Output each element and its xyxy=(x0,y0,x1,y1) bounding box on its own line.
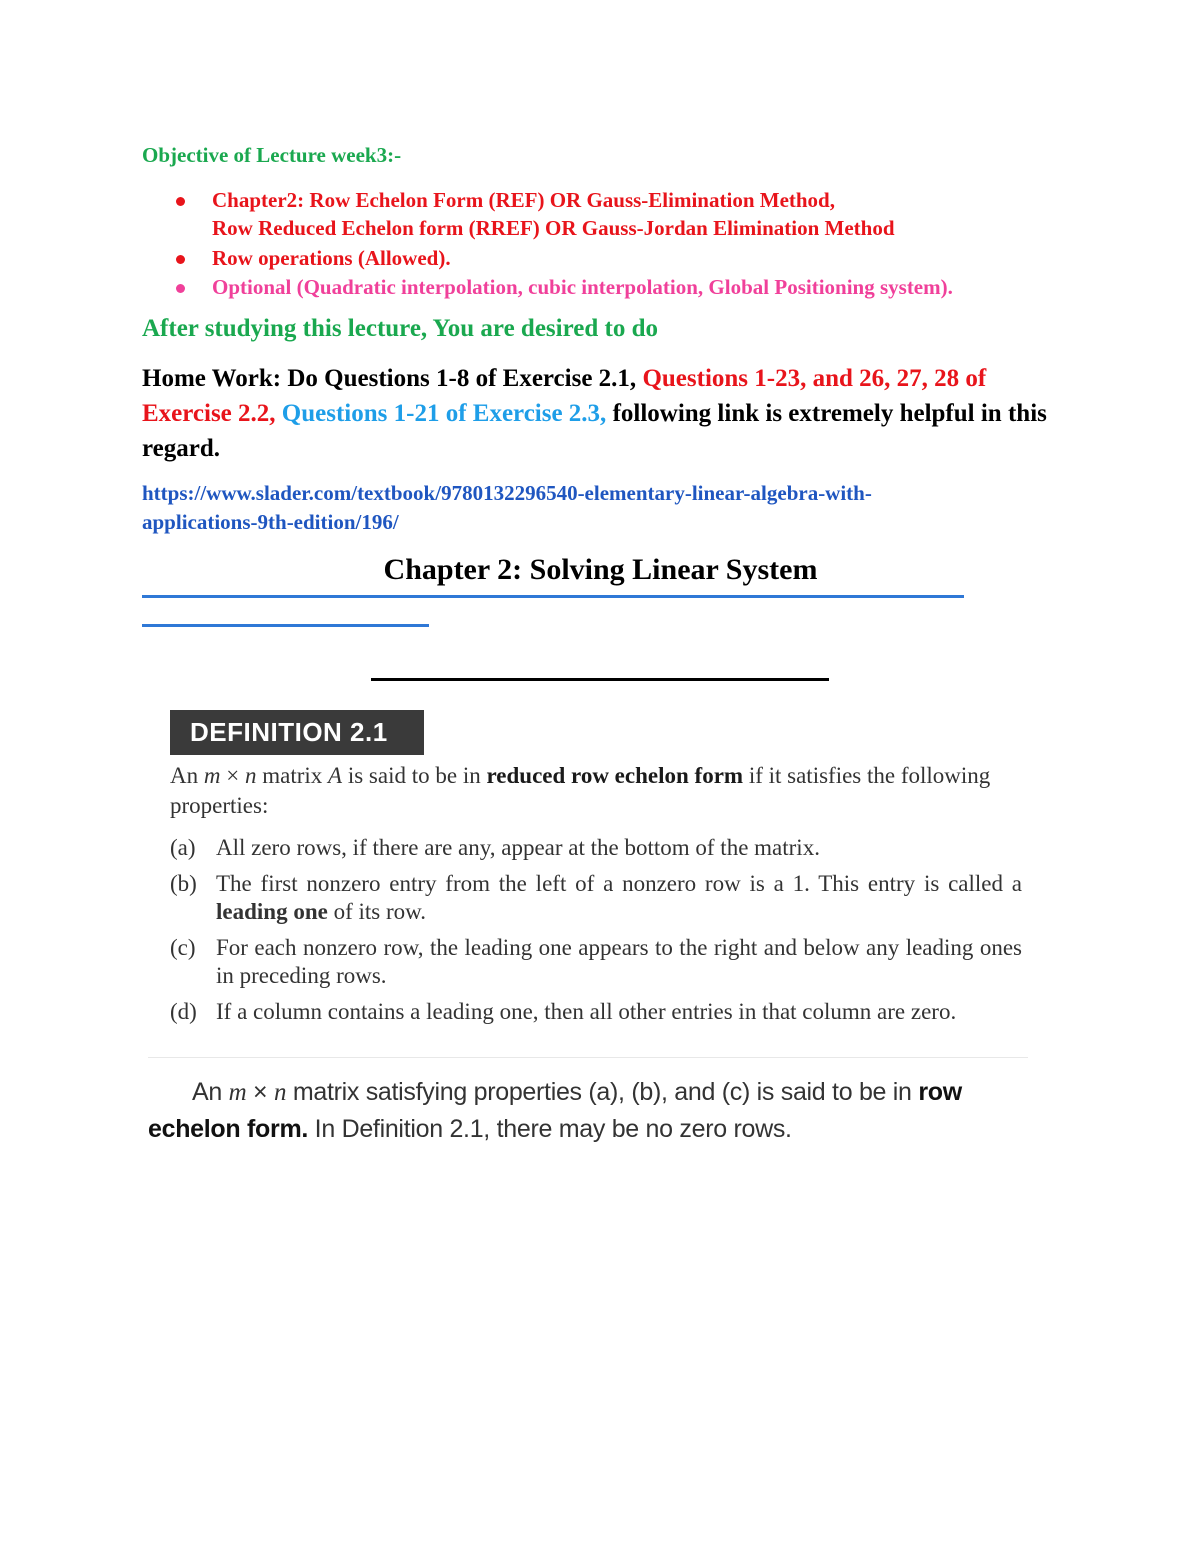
divider xyxy=(148,1057,1028,1058)
row-echelon-note: An m × n matrix satisfying properties (a), (b), and (c) is said to be in row echelon form. In Definition 2.1, there may be no zero rows. xyxy=(148,1078,962,1143)
divider xyxy=(371,678,829,681)
divider xyxy=(142,624,429,627)
after-study-heading: After studying this lecture, You are desired to do xyxy=(142,315,658,342)
list-item xyxy=(172,273,953,301)
bullet-icon xyxy=(176,284,185,293)
list-item: (a) All zero rows, if there are any, appear at the bottom of the matrix. xyxy=(170,835,820,860)
definition-properties xyxy=(170,834,1022,1034)
list-item xyxy=(172,244,953,272)
list-item: (c) For each nonzero row, the leading one appears to the right and below any leading ones in preceding rows. xyxy=(170,935,1022,988)
objective-list xyxy=(172,186,953,301)
definition-label: DEFINITION 2.1 xyxy=(170,710,424,755)
list-item xyxy=(172,186,953,242)
bullet-icon xyxy=(176,255,185,264)
bullet-text: Optional (Quadratic interpolation, cubic interpolation, Global Positioning system). xyxy=(212,275,953,299)
list-item: (d) If a column contains a leading one, then all other entries in that column are zero. xyxy=(170,999,957,1024)
homework-text: Home Work: Do Questions 1-8 of Exercise 2.1, xyxy=(142,365,643,392)
divider xyxy=(142,595,964,598)
homework-text-blue: Questions 1-21 of Exercise 2.3, xyxy=(281,400,613,427)
objective-title: Objective of Lecture week3:- xyxy=(142,143,402,167)
bullet-text: Chapter2: Row Echelon Form (REF) OR Gauss-Elimination Method, xyxy=(212,188,835,212)
list-item: (b) The first nonzero entry from the left of a nonzero row is a 1. This entry is called a leading one of its row. xyxy=(170,871,1022,924)
chapter-title: Chapter 2: Solving Linear System xyxy=(383,553,818,586)
bullet-text: Row Reduced Echelon form (RREF) OR Gauss-Jordan Elimination Method xyxy=(212,216,895,240)
link-line[interactable]: applications-9th-edition/196/ xyxy=(142,510,399,534)
bullet-text: Row operations (Allowed). xyxy=(212,246,451,270)
bullet-icon xyxy=(176,197,185,206)
homework-text-red: Questions 1-23, and 26, 27, 28 of Exercise 2.2, xyxy=(142,365,987,427)
link-line[interactable]: https://www.slader.com/textbook/9780132296540-elementary-linear-algebra-with- xyxy=(142,481,872,505)
definition-intro: An m × n matrix A is said to be in reduced row echelon form if it satisfies the following properties: xyxy=(170,763,991,818)
homework-paragraph xyxy=(142,361,1062,466)
textbook-link[interactable] xyxy=(142,479,1002,537)
homework-text: following link is extremely helpful in this regard. xyxy=(142,400,1047,462)
definition-excerpt xyxy=(148,700,1038,1143)
